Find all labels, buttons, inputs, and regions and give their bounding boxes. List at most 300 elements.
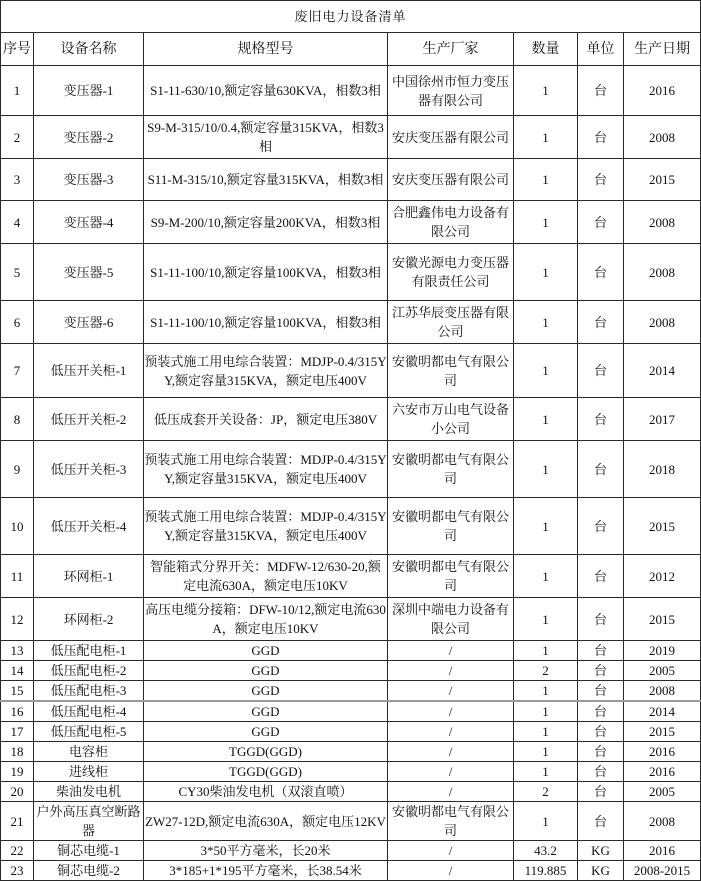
cell-name xyxy=(34,598,144,641)
cell-text: TGGD(GGD) xyxy=(229,764,302,779)
cell-text: 2008 xyxy=(649,314,676,330)
cell-maker xyxy=(388,861,514,881)
cell-text: 18 xyxy=(10,744,24,759)
cell-text: 1 xyxy=(542,764,549,779)
cell-text: 铜芯电缆-2 xyxy=(57,863,120,878)
cell-text: 1 xyxy=(542,683,549,698)
cell-text: 台 xyxy=(593,568,607,584)
cell-maker xyxy=(388,722,514,742)
cell-unit xyxy=(578,441,624,498)
cell-unit xyxy=(578,762,624,782)
cell-text: 1 xyxy=(542,744,549,759)
cell-name xyxy=(34,498,144,555)
cell-spec xyxy=(144,681,388,702)
cell-name xyxy=(34,762,144,782)
table-row xyxy=(1,598,701,641)
cell-qty xyxy=(514,598,578,641)
cell-unit xyxy=(578,116,624,159)
cell-maker xyxy=(388,301,514,344)
cell-unit xyxy=(578,555,624,598)
cell-text: 1 xyxy=(542,363,549,378)
table-title: 废旧电力设备清单 xyxy=(1,1,701,33)
cell-qty xyxy=(514,701,578,722)
cell-text: 8 xyxy=(13,411,21,427)
cell-name xyxy=(34,244,144,301)
cell-text: 2008 xyxy=(649,129,676,145)
table-row xyxy=(1,301,701,344)
cell-unit xyxy=(578,841,624,861)
cell-text: 1 xyxy=(13,83,21,98)
cell-maker xyxy=(388,598,514,641)
title-row xyxy=(1,1,701,33)
cell-maker xyxy=(388,782,514,802)
cell-date xyxy=(624,762,701,782)
cell-maker xyxy=(388,244,514,301)
cell-text: 台 xyxy=(593,813,607,829)
cell-text: 低压配电柜-5 xyxy=(50,724,127,739)
cell-spec xyxy=(144,802,388,841)
cell-text: 13 xyxy=(10,643,24,658)
cell-maker xyxy=(388,398,514,441)
cell-date xyxy=(624,555,701,598)
header-row xyxy=(1,33,701,66)
cell-date xyxy=(624,159,701,201)
cell-text: 1 xyxy=(542,264,549,280)
cell-text: 12 xyxy=(10,611,24,627)
cell-text: 2 xyxy=(13,129,21,145)
cell-text: 1 xyxy=(542,129,549,145)
cell-text: 3*185+1*195平方毫米，长38.54米 xyxy=(169,863,362,878)
cell-text: 2015 xyxy=(649,518,676,534)
cell-qty xyxy=(514,681,578,702)
cell-qty xyxy=(514,841,578,861)
cell-qty xyxy=(514,661,578,681)
cell-date xyxy=(624,841,701,861)
cell-text: S9-M-200/10,额定容量200KVA，相数3相 xyxy=(150,214,381,230)
cell-name xyxy=(34,116,144,159)
cell-qty xyxy=(514,762,578,782)
cell-text: / xyxy=(448,784,453,799)
cell-text: 铜芯电缆-1 xyxy=(57,843,120,858)
cell-text: 11 xyxy=(10,568,24,584)
cell-spec xyxy=(144,344,388,398)
cell-name xyxy=(34,398,144,441)
cell-text: S1-11-630/10,额定容量630KVA，相数3相 xyxy=(150,83,381,98)
cell-qty xyxy=(514,641,578,661)
cell-unit xyxy=(578,802,624,841)
cell-maker xyxy=(388,555,514,598)
cell-text: 1 xyxy=(542,724,549,739)
cell-unit xyxy=(578,661,624,681)
cell-text: GGD xyxy=(251,724,280,739)
cell-text: 20 xyxy=(10,784,24,799)
table-row xyxy=(1,498,701,555)
cell-no xyxy=(1,802,34,841)
cell-text: 安庆变压器有限公司 xyxy=(391,172,509,187)
cell-text: 台 xyxy=(593,683,607,698)
cell-name xyxy=(34,441,144,498)
cell-spec xyxy=(144,722,388,742)
cell-text: 2016 xyxy=(649,83,676,98)
cell-qty xyxy=(514,498,578,555)
table-row xyxy=(1,244,701,301)
cell-text: 台 xyxy=(593,764,607,779)
cell-text: 环网柜-1 xyxy=(63,568,114,584)
cell-text: 户外高压真空断路器 xyxy=(36,804,141,838)
cell-text: 台 xyxy=(593,611,607,627)
column-header-unit: 单位 xyxy=(578,33,624,66)
cell-unit xyxy=(578,301,624,344)
cell-qty xyxy=(514,244,578,301)
cell-maker xyxy=(388,701,514,722)
cell-spec xyxy=(144,701,388,722)
column-header-no: 序号 xyxy=(1,33,34,66)
cell-spec xyxy=(144,498,388,555)
cell-text: 2016 xyxy=(649,764,676,779)
cell-text: / xyxy=(448,764,453,779)
table-row xyxy=(1,762,701,782)
cell-name xyxy=(34,201,144,244)
cell-qty xyxy=(514,722,578,742)
cell-unit xyxy=(578,861,624,881)
cell-text: 台 xyxy=(593,411,607,427)
cell-no xyxy=(1,398,34,441)
cell-no xyxy=(1,762,34,782)
cell-date xyxy=(624,116,701,159)
cell-text: 2005 xyxy=(649,784,676,799)
cell-no xyxy=(1,722,34,742)
cell-unit xyxy=(578,344,624,398)
cell-text: 16 xyxy=(10,704,24,719)
cell-no xyxy=(1,244,34,301)
cell-text: 台 xyxy=(593,663,607,678)
cell-text: 变压器-2 xyxy=(63,129,114,145)
cell-text: 台 xyxy=(593,172,607,187)
cell-spec xyxy=(144,762,388,782)
cell-no xyxy=(1,555,34,598)
cell-qty xyxy=(514,555,578,598)
cell-qty xyxy=(514,66,578,116)
cell-text: 预装式施工用电综合装置：MDJP-0.4/315YY,额定容量315KVA，额定电压400V xyxy=(144,452,387,486)
cell-text: 19 xyxy=(10,764,24,779)
table-row xyxy=(1,555,701,598)
column-header-spec: 规格型号 xyxy=(144,33,388,66)
cell-text: / xyxy=(448,704,453,719)
table-row xyxy=(1,201,701,244)
cell-text: 2008 xyxy=(649,214,676,230)
cell-text: 2015 xyxy=(649,172,676,187)
cell-text: 安徽明都电气有限公司 xyxy=(391,452,509,486)
cell-spec xyxy=(144,301,388,344)
table-row xyxy=(1,441,701,498)
cell-text: 低压成套开关设备：JP，额定电压380V xyxy=(153,411,378,427)
cell-text: 5 xyxy=(13,264,21,280)
cell-text: 台 xyxy=(593,214,607,230)
cell-spec xyxy=(144,782,388,802)
cell-unit xyxy=(578,598,624,641)
cell-name xyxy=(34,661,144,681)
cell-unit xyxy=(578,398,624,441)
cell-unit xyxy=(578,159,624,201)
cell-name xyxy=(34,861,144,881)
cell-text: 台 xyxy=(593,518,607,534)
cell-qty xyxy=(514,201,578,244)
cell-no xyxy=(1,742,34,762)
cell-text: / xyxy=(448,744,453,759)
table-row xyxy=(1,722,701,742)
cell-text: 安徽光源电力变压器有限责任公司 xyxy=(391,255,509,289)
table-row xyxy=(1,742,701,762)
table-row xyxy=(1,159,701,201)
cell-text: 安徽明都电气有限公司 xyxy=(391,804,509,838)
cell-spec xyxy=(144,555,388,598)
cell-text: CY30柴油发电机（双滚直喷） xyxy=(178,784,353,799)
cell-text: 预装式施工用电综合装置：MDJP-0.4/315YY,额定容量315KVA，额定电压400V xyxy=(144,353,387,388)
cell-name xyxy=(34,641,144,661)
cell-date xyxy=(624,661,701,681)
cell-unit xyxy=(578,782,624,802)
table-row xyxy=(1,782,701,802)
cell-no xyxy=(1,159,34,201)
cell-no xyxy=(1,661,34,681)
cell-date xyxy=(624,398,701,441)
cell-text: 4 xyxy=(13,214,21,230)
cell-text: 台 xyxy=(593,461,607,477)
cell-text: 低压开关柜-1 xyxy=(50,363,127,378)
cell-text: 台 xyxy=(593,129,607,145)
cell-text: 2019 xyxy=(649,643,676,658)
cell-text: KG xyxy=(591,863,610,878)
cell-text: 1 xyxy=(542,214,549,230)
cell-text: 2 xyxy=(542,784,549,799)
cell-text: 安徽明都电气有限公司 xyxy=(391,559,509,593)
cell-date xyxy=(624,201,701,244)
cell-text: GGD xyxy=(251,704,280,719)
cell-name xyxy=(34,802,144,841)
table-row xyxy=(1,681,701,702)
cell-text: 1 xyxy=(542,813,549,829)
cell-name xyxy=(34,159,144,201)
cell-text: 2015 xyxy=(649,611,676,627)
cell-maker xyxy=(388,661,514,681)
cell-maker xyxy=(388,742,514,762)
cell-qty xyxy=(514,441,578,498)
cell-maker xyxy=(388,841,514,861)
cell-text: S11-M-315/10,额定容量315KVA，相数3相 xyxy=(147,172,384,187)
cell-text: 2008-2015 xyxy=(633,863,691,878)
cell-unit xyxy=(578,641,624,661)
cell-date xyxy=(624,681,701,702)
cell-date xyxy=(624,782,701,802)
cell-no xyxy=(1,66,34,116)
cell-unit xyxy=(578,66,624,116)
cell-name xyxy=(34,782,144,802)
cell-text: 10 xyxy=(10,518,24,534)
cell-text: 2008 xyxy=(649,264,676,280)
column-header-name: 设备名称 xyxy=(34,33,144,66)
cell-text: 变压器-4 xyxy=(63,214,114,230)
cell-no xyxy=(1,861,34,881)
cell-date xyxy=(624,641,701,661)
cell-date xyxy=(624,344,701,398)
cell-text: / xyxy=(448,724,453,739)
cell-text: / xyxy=(448,663,453,678)
cell-name xyxy=(34,742,144,762)
cell-no xyxy=(1,598,34,641)
cell-text: 台 xyxy=(593,83,607,98)
cell-qty xyxy=(514,742,578,762)
cell-text: KG xyxy=(591,843,610,858)
cell-text: 22 xyxy=(10,843,24,858)
cell-text: 台 xyxy=(593,744,607,759)
cell-date xyxy=(624,701,701,722)
cell-text: 1 xyxy=(542,461,549,477)
cell-text: 江苏华辰变压器有限公司 xyxy=(391,305,509,339)
cell-text: 变压器-5 xyxy=(63,264,114,280)
cell-text: 1 xyxy=(542,518,549,534)
column-header-qty: 数量 xyxy=(514,33,578,66)
cell-text: 低压配电柜-2 xyxy=(50,663,127,678)
cell-text: 2014 xyxy=(649,363,676,378)
cell-no xyxy=(1,641,34,661)
cell-no xyxy=(1,344,34,398)
cell-text: 9 xyxy=(13,461,21,477)
cell-maker xyxy=(388,641,514,661)
column-header-maker: 生产厂家 xyxy=(388,33,514,66)
table-row xyxy=(1,802,701,841)
table-row xyxy=(1,66,701,116)
cell-spec xyxy=(144,201,388,244)
cell-text: 7 xyxy=(13,363,21,378)
cell-text: / xyxy=(448,643,453,658)
cell-text: 进线柜 xyxy=(68,764,108,779)
table-row xyxy=(1,841,701,861)
table-row xyxy=(1,861,701,881)
cell-no xyxy=(1,701,34,722)
cell-unit xyxy=(578,201,624,244)
cell-date xyxy=(624,66,701,116)
cell-maker xyxy=(388,116,514,159)
cell-qty xyxy=(514,398,578,441)
cell-text: 119.885 xyxy=(524,863,567,878)
cell-unit xyxy=(578,742,624,762)
cell-text: 变压器-6 xyxy=(63,314,114,330)
cell-text: ZW27-12D,额定电流630A，额定电压12KV xyxy=(145,813,386,829)
cell-maker xyxy=(388,159,514,201)
cell-name xyxy=(34,841,144,861)
cell-spec xyxy=(144,159,388,201)
cell-date xyxy=(624,244,701,301)
cell-no xyxy=(1,782,34,802)
cell-text: 2008 xyxy=(649,813,676,829)
table-row xyxy=(1,661,701,681)
cell-text: 柴油发电机 xyxy=(55,784,121,799)
cell-maker xyxy=(388,441,514,498)
cell-text: 台 xyxy=(593,314,607,330)
cell-qty xyxy=(514,116,578,159)
cell-no xyxy=(1,201,34,244)
cell-text: 2016 xyxy=(649,843,676,858)
cell-name xyxy=(34,66,144,116)
cell-unit xyxy=(578,498,624,555)
cell-text: 预装式施工用电综合装置：MDJP-0.4/315YY,额定容量315KVA，额定电压400V xyxy=(144,509,387,543)
table-row xyxy=(1,641,701,661)
cell-text: 1 xyxy=(542,568,549,584)
cell-text: 6 xyxy=(13,314,21,330)
cell-text: 2018 xyxy=(649,461,676,477)
cell-name xyxy=(34,722,144,742)
cell-no xyxy=(1,441,34,498)
cell-text: 43.2 xyxy=(534,843,557,858)
cell-text: 2016 xyxy=(649,744,676,759)
cell-qty xyxy=(514,301,578,344)
cell-spec xyxy=(144,861,388,881)
cell-date xyxy=(624,742,701,762)
cell-text: 台 xyxy=(593,704,607,719)
cell-unit xyxy=(578,244,624,301)
cell-spec xyxy=(144,441,388,498)
cell-name xyxy=(34,301,144,344)
cell-text: 2017 xyxy=(649,411,676,427)
cell-text: 低压配电柜-1 xyxy=(50,643,127,658)
cell-date xyxy=(624,498,701,555)
cell-date xyxy=(624,802,701,841)
cell-text: 合肥鑫伟电力设备有限公司 xyxy=(391,205,509,239)
cell-text: 台 xyxy=(593,784,607,799)
cell-no xyxy=(1,116,34,159)
cell-qty xyxy=(514,782,578,802)
table-row xyxy=(1,344,701,398)
cell-text: 变压器-1 xyxy=(63,83,114,98)
cell-name xyxy=(34,555,144,598)
cell-text: 台 xyxy=(593,643,607,658)
cell-date xyxy=(624,861,701,881)
cell-text: 智能箱式分界开关：MDFW-12/630-20,额定电流630A，额定电压10KV xyxy=(150,559,381,593)
cell-text: 14 xyxy=(10,663,24,678)
cell-no xyxy=(1,681,34,702)
cell-spec xyxy=(144,742,388,762)
cell-maker xyxy=(388,344,514,398)
cell-text: / xyxy=(448,863,453,878)
cell-text: 21 xyxy=(10,813,24,829)
cell-text: 1 xyxy=(542,172,549,187)
cell-spec xyxy=(144,66,388,116)
cell-text: / xyxy=(448,683,453,698)
cell-text: 1 xyxy=(542,611,549,627)
cell-text: 高压电缆分接箱：DFW-10/12,额定电流630A，额定电压10KV xyxy=(145,602,386,636)
cell-text: 电容柜 xyxy=(68,744,108,759)
cell-text: 安徽明都电气有限公司 xyxy=(391,509,509,543)
cell-date xyxy=(624,598,701,641)
cell-no xyxy=(1,301,34,344)
cell-text: 2008 xyxy=(649,683,676,698)
cell-unit xyxy=(578,681,624,702)
table-body xyxy=(1,66,701,881)
cell-spec xyxy=(144,244,388,301)
cell-maker xyxy=(388,681,514,702)
column-header-date: 生产日期 xyxy=(624,33,701,66)
cell-text: 1 xyxy=(542,83,549,98)
cell-unit xyxy=(578,722,624,742)
cell-name xyxy=(34,701,144,722)
table-row xyxy=(1,701,701,722)
cell-no xyxy=(1,498,34,555)
cell-text: GGD xyxy=(251,683,280,698)
cell-text: 台 xyxy=(593,363,607,378)
cell-text: 低压开关柜-2 xyxy=(50,411,127,427)
cell-text: 深圳中端电力设备有限公司 xyxy=(391,602,509,636)
cell-spec xyxy=(144,598,388,641)
